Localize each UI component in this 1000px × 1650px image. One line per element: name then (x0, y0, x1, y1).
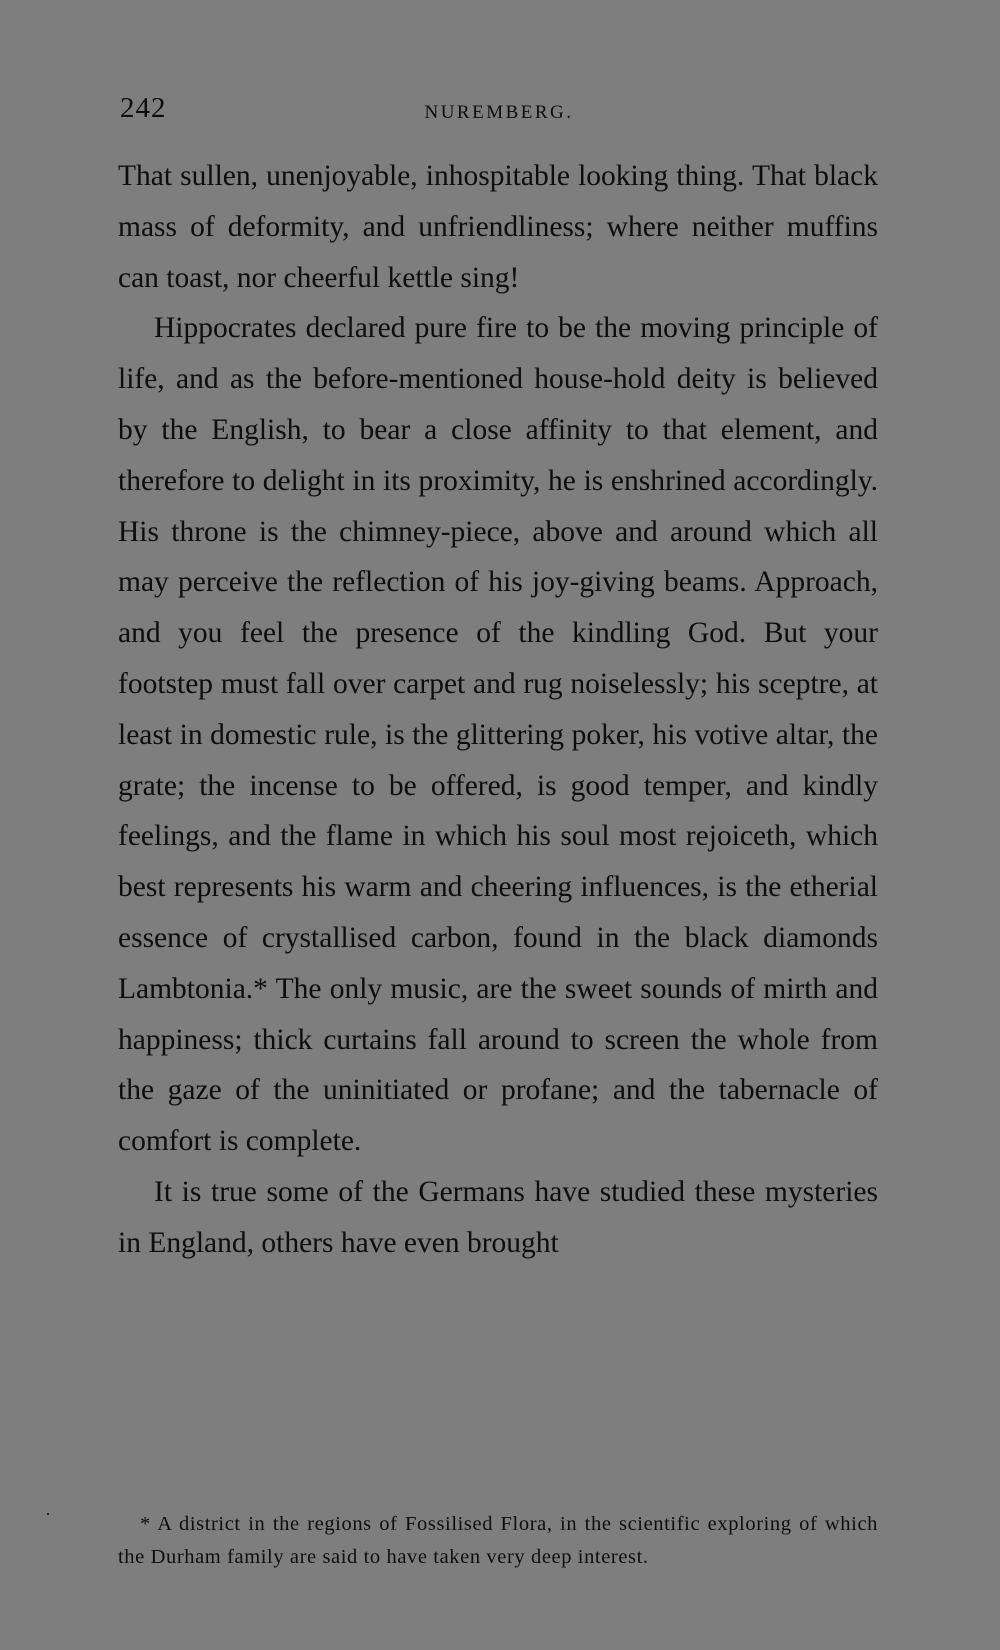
running-title: NUREMBERG. (424, 102, 574, 123)
paragraph-hippocrates: Hippocrates declared pure fire to be the moving principle of life, and as the before-mentioned house-hold deity is believed by the English, to bear a close affinity to that element, and therefore to delight in its proximity, he is enshrined accordingly. His throne is the chimney-piece, above and around which all may perceive the reflection of his joy-giving beams. Approach, and you feel the presence of the kindling God. But your footstep must fall over carpet and rug noiselessly; his sceptre, at least in domestic rule, is the glittering poker, his votive altar, the grate; the incense to be offered, is good temper, and kindly feelings, and the flame in which his soul most rejoiceth, which best represents his warm and cheering influences, is the etherial essence of crystallised carbon, found in the black diamonds Lambtonia.* The only music, are the sweet sounds of mirth and happiness; thick curtains fall around to screen the whole from the gaze of the uninitiated or profane; and the tabernacle of comfort is complete. (118, 312, 878, 1158)
scan-speck (47, 1513, 49, 1515)
page-number: 242 (120, 92, 167, 124)
footnote (118, 1508, 878, 1574)
paragraph-germans: It is true some of the Germans have studied these mysteries in England, others have even brought (118, 1175, 878, 1259)
body-text (118, 151, 878, 1269)
running-head (120, 92, 878, 132)
footnote-text: * A district in the regions of Fossilised Flora, in the scientific exploring of which the Durham family are said to have taken very deep interest. (118, 1513, 878, 1568)
paragraph-continued: That sullen, unenjoyable, inhospitable looking thing. That black mass of deformity, and unfriendliness; where neither muffins can toast, nor cheerful kettle sing! (118, 160, 878, 294)
